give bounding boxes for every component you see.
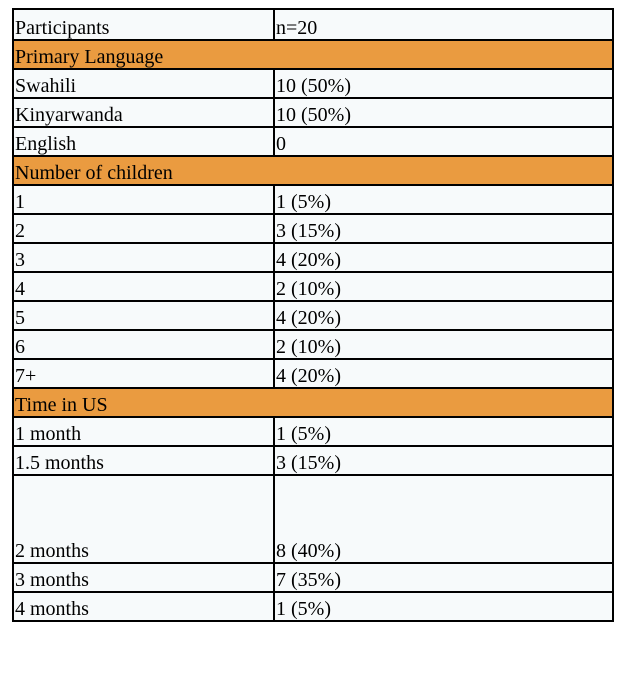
row-value: 7 (35%) (274, 563, 613, 592)
header-label: Participants (13, 9, 274, 40)
table-row (13, 475, 613, 563)
row-label: 4 months (13, 592, 274, 621)
table-row (13, 417, 613, 446)
table-row (13, 69, 613, 98)
table-row (13, 243, 613, 272)
row-label: Swahili (13, 69, 274, 98)
table-row (13, 127, 613, 156)
row-value: 2 (10%) (274, 330, 613, 359)
table-row (13, 592, 613, 621)
table-row (13, 359, 613, 388)
row-value: 0 (274, 127, 613, 156)
row-label: 1.5 months (13, 446, 274, 475)
row-label: 6 (13, 330, 274, 359)
table-row (13, 301, 613, 330)
row-label: 7+ (13, 359, 274, 388)
section-header-primary-language (13, 40, 613, 69)
row-label: 3 months (13, 563, 274, 592)
row-value: 4 (20%) (274, 359, 613, 388)
row-value: 4 (20%) (274, 301, 613, 330)
row-value: 1 (5%) (274, 417, 613, 446)
header-row (13, 9, 613, 40)
table-row (13, 272, 613, 301)
demographics-table (12, 8, 614, 622)
row-label: 3 (13, 243, 274, 272)
row-value: 3 (15%) (274, 446, 613, 475)
section-header-number-of-children (13, 156, 613, 185)
row-label: 1 (13, 185, 274, 214)
row-value: 10 (50%) (274, 98, 613, 127)
row-label: 5 (13, 301, 274, 330)
section-title: Primary Language (13, 40, 613, 69)
row-value: 8 (40%) (274, 475, 613, 563)
table-row (13, 330, 613, 359)
table-row (13, 98, 613, 127)
table-row (13, 446, 613, 475)
table-row (13, 563, 613, 592)
table-row (13, 185, 613, 214)
row-label: 2 months (13, 475, 274, 563)
row-label: 2 (13, 214, 274, 243)
row-value: 4 (20%) (274, 243, 613, 272)
row-value: 1 (5%) (274, 592, 613, 621)
header-value: n=20 (274, 9, 613, 40)
row-label: English (13, 127, 274, 156)
row-value: 2 (10%) (274, 272, 613, 301)
section-title: Number of children (13, 156, 613, 185)
row-label: 1 month (13, 417, 274, 446)
row-label: Kinyarwanda (13, 98, 274, 127)
table-row (13, 214, 613, 243)
section-header-time-in-us (13, 388, 613, 417)
row-label: 4 (13, 272, 274, 301)
row-value: 3 (15%) (274, 214, 613, 243)
row-value: 10 (50%) (274, 69, 613, 98)
section-title: Time in US (13, 388, 613, 417)
row-value: 1 (5%) (274, 185, 613, 214)
